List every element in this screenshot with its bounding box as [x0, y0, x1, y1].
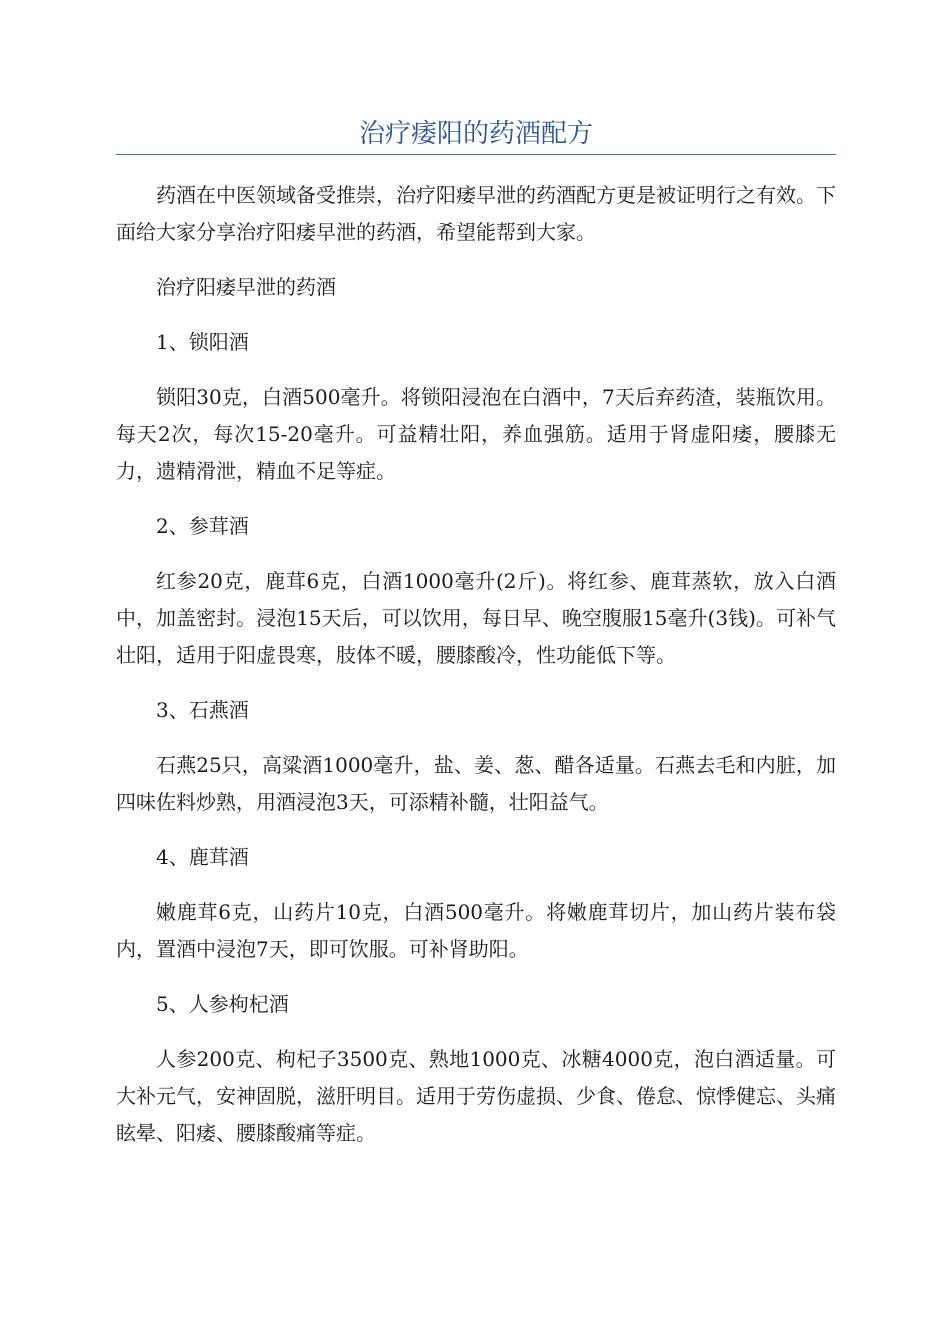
recipe-heading-5: 5、人参枸杞酒 [156, 992, 289, 1016]
recipe-body-3: 石燕25只，高粱酒1000毫升，盐、姜、葱、醋各适量。石燕去毛和内脏，加四味佐料炒熟，用酒浸泡3天，可添精补髓，壮阳益气。 [116, 753, 836, 814]
document-title: 治疗痿阳的药酒配方 [358, 119, 593, 149]
recipe-body-4: 嫩鹿茸6克，山药片10克，白酒500毫升。将嫩鹿茸切片，加山药片装布袋内，置酒中浸泡7天，即可饮服。可补肾助阳。 [116, 900, 836, 961]
recipe-body-1: 锁阳30克，白酒500毫升。将锁阳浸泡在白酒中，7天后弃药渣，装瓶饮用。每天2次，每次15-20毫升。可益精壮阳，养血强筋。适用于肾虚阳痿，腰膝无力，遗精滑泄，精血不足等症。 [116, 385, 836, 483]
recipe-body-2: 红参20克，鹿茸6克，白酒1000毫升(2斤)。将红参、鹿茸蒸软，放入白酒中，加盖密封。浸泡15天后，可以饮用，每日早、晚空腹服15毫升(3钱)。可补气壮阳，适用于阳虚畏寒，肢体不暖，腰膝酸冷，性功能低下等。 [116, 569, 836, 667]
recipe-heading-1: 1、锁阳酒 [156, 330, 249, 354]
intro-paragraph: 药酒在中医领域备受推崇，治疗阳痿早泄的药酒配方更是被证明行之有效。下面给大家分享治疗阳痿早泄的药酒，希望能帮到大家。 [116, 183, 836, 244]
document-body [116, 177, 836, 1152]
document-page [116, 0, 836, 1170]
title-underline [116, 154, 836, 155]
recipe-heading-4: 4、鹿茸酒 [156, 845, 249, 869]
recipe-body-5: 人参200克、枸杞子3500克、熟地1000克、冰糖4000克，泡白酒适量。可大补元气，安神固脱，滋肝明目。适用于劳伤虚损、少食、倦怠、惊悸健忘、头痛眩晕、阳痿、腰膝酸痛等症。 [116, 1047, 836, 1145]
recipe-heading-2: 2、参茸酒 [156, 514, 249, 538]
section-heading: 治疗阳痿早泄的药酒 [156, 275, 336, 299]
recipe-heading-3: 3、石燕酒 [156, 698, 249, 722]
